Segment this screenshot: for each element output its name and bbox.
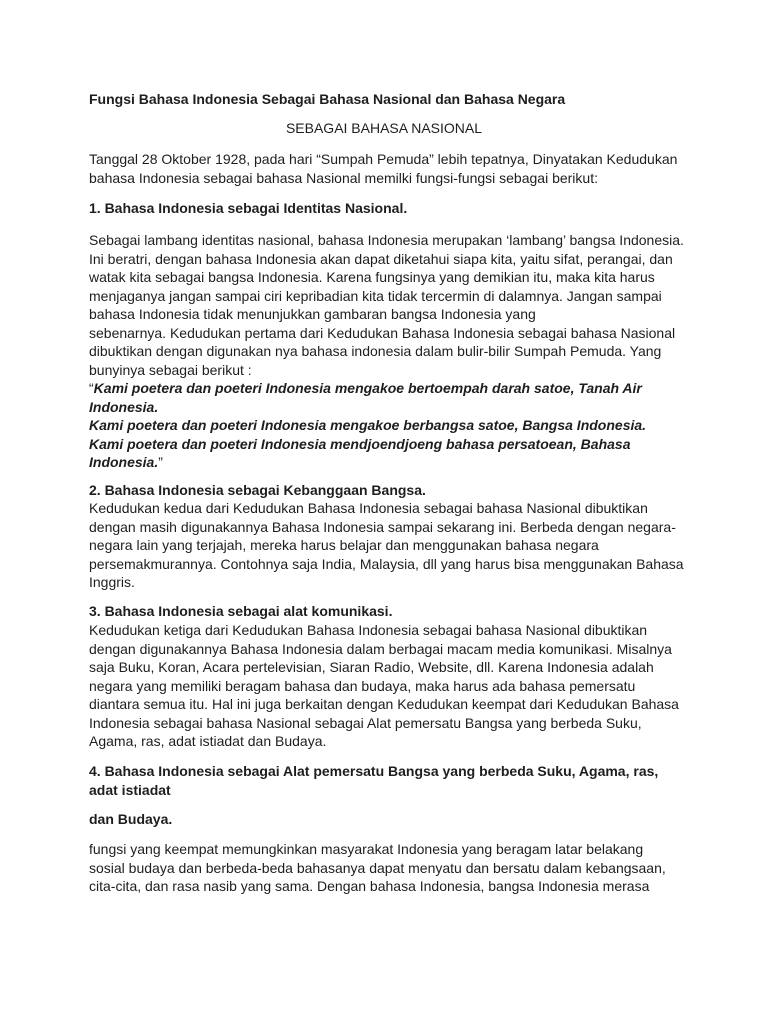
text-line: dengan digunakannya Bahasa Indonesia dalam berbagai macam media komunikasi. Misalnya: [89, 640, 672, 657]
text-line: bahasa Indonesia tidak menunjukkan gambaran bangsa Indonesia yang: [89, 306, 536, 322]
text-line: Indonesia sebagai bahasa Nasional sebagai Alat pemersatu Bangsa yang berbeda Suku,: [89, 714, 642, 731]
heading-3: 3. Bahasa Indonesia sebagai alat komunikasi.: [89, 603, 393, 619]
text-line: Sebagai lambang identitas nasional, bahasa Indonesia merupakan ‘lambang’ bangsa Indonesia.: [89, 232, 684, 248]
text-line: cita-cita, dan rasa nasib yang sama. Dengan bahasa Indonesia, bangsa Indonesia merasa: [89, 878, 650, 894]
heading-1: 1. Bahasa Indonesia sebagai Identitas Nasional.: [89, 200, 408, 216]
quote-mark: “: [89, 380, 94, 396]
text-line: sebenarnya. Kedudukan pertama dari Kedudukan Bahasa Indonesia sebagai bahasa Nasional: [89, 324, 676, 341]
quote-line: Kami poetera dan poeteri Indonesia mengakoe berbangsa satoe, Bangsa Indonesia.: [89, 417, 647, 433]
text-line: dengan masih digunakannya Bahasa Indonesia sampai sekarang ini. Berbeda dengan negara-: [89, 518, 676, 535]
text-line: negara yang memiliki beragam bahasa dan budaya, maka harus ada bahasa pemersatu: [89, 677, 636, 694]
text-line: watak kita sebagai bangsa Indonesia. Karena fungsinya yang demikian itu, maka kita harus: [89, 269, 655, 285]
text-line: bahasa Indonesia sebagai bahasa Nasional memilki fungsi-fungsi sebagai berikut:: [89, 169, 598, 186]
text-line: Tanggal 28 Oktober 1928, pada hari “Sumpah Pemuda” lebih tepatnya, Dinyatakan Kedudukan: [89, 151, 678, 167]
heading-2: 2. Bahasa Indonesia sebagai Kebanggaan Bangsa.: [89, 482, 426, 498]
text-line: fungsi yang keempat memungkinkan masyarakat Indonesia yang beragam latar belakang: [89, 841, 644, 857]
heading-4-continued: dan Budaya.: [89, 811, 173, 827]
quote-text: Indonesia.: [89, 454, 159, 470]
intro-paragraph: [89, 150, 709, 187]
paragraph-1: [89, 231, 709, 472]
text-line: saja Buku, Koran, Acara pertelevisian, Siaran Radio, Website, dll. Karena Indonesia adalah: [89, 659, 654, 675]
text-line: dibuktikan dengan digunakan nya bahasa indonesia dalam bulir-bilir Sumpah Pemuda. Yang: [89, 343, 662, 359]
text-line: Ini beratri, dengan bahasa Indonesia akan dapat diketahui siapa kita, yaitu sifat, perangai, dan: [89, 250, 673, 267]
text-line: diantara semua itu. Hal ini juga berkaitan dengan Kedudukan keempat dari Kedudukan Bahasa: [89, 696, 679, 712]
text-line: sosial budaya dan berbeda-beda bahasanya dapat menyatu dan bersatu dalam kebangsaan,: [89, 859, 666, 876]
text-line: adat istiadat: [89, 781, 171, 798]
quote-line: Kami poetera dan poeteri Indonesia mendjoendjoeng bahasa persatoean, Bahasa: [89, 435, 631, 452]
quote-line: [89, 379, 709, 398]
text-line: Inggris.: [89, 574, 135, 590]
heading-4: [89, 762, 709, 799]
quote-text: Kami poetera dan poeteri Indonesia mengakoe bertoempah darah satoe, Tanah Air: [93, 380, 642, 396]
text-line: persemakmurannya. Contohnya saja India, Malaysia, dll yang harus bisa menggunakan Bahasa: [89, 555, 684, 572]
text-line: Kedudukan ketiga dari Kedudukan Bahasa Indonesia sebagai bahasa Nasional dibuktikan: [89, 622, 648, 638]
quote-mark: ”: [158, 454, 163, 470]
text-line: negara lain yang terjajah, mereka harus belajar dan menggunakan bahasa negara: [89, 537, 599, 553]
section-title: SEBAGAI BAHASA NASIONAL: [285, 120, 483, 136]
text-line: 4. Bahasa Indonesia sebagai Alat pemersatu Bangsa yang berbeda Suku, Agama, ras,: [89, 763, 659, 779]
text-line: menjaganya jangan sampai ciri kepribadian kita tidak tercermin di dalamnya. Jangan sampai: [89, 287, 662, 304]
paragraph-2: [89, 499, 709, 592]
text-line: Agama, ras, adat istiadat dan Budaya.: [89, 733, 327, 749]
text-line: Kedudukan kedua dari Kedudukan Bahasa Indonesia sebagai bahasa Nasional dibuktikan: [89, 500, 648, 516]
document-title: Fungsi Bahasa Indonesia Sebagai Bahasa Nasional dan Bahasa Negara: [89, 91, 566, 107]
paragraph-3: [89, 621, 709, 751]
quote-line: [89, 453, 709, 472]
paragraph-4: [89, 840, 709, 896]
quote-line: Indonesia.: [89, 398, 159, 415]
text-line: bunyinya sebagai berikut :: [89, 361, 252, 378]
